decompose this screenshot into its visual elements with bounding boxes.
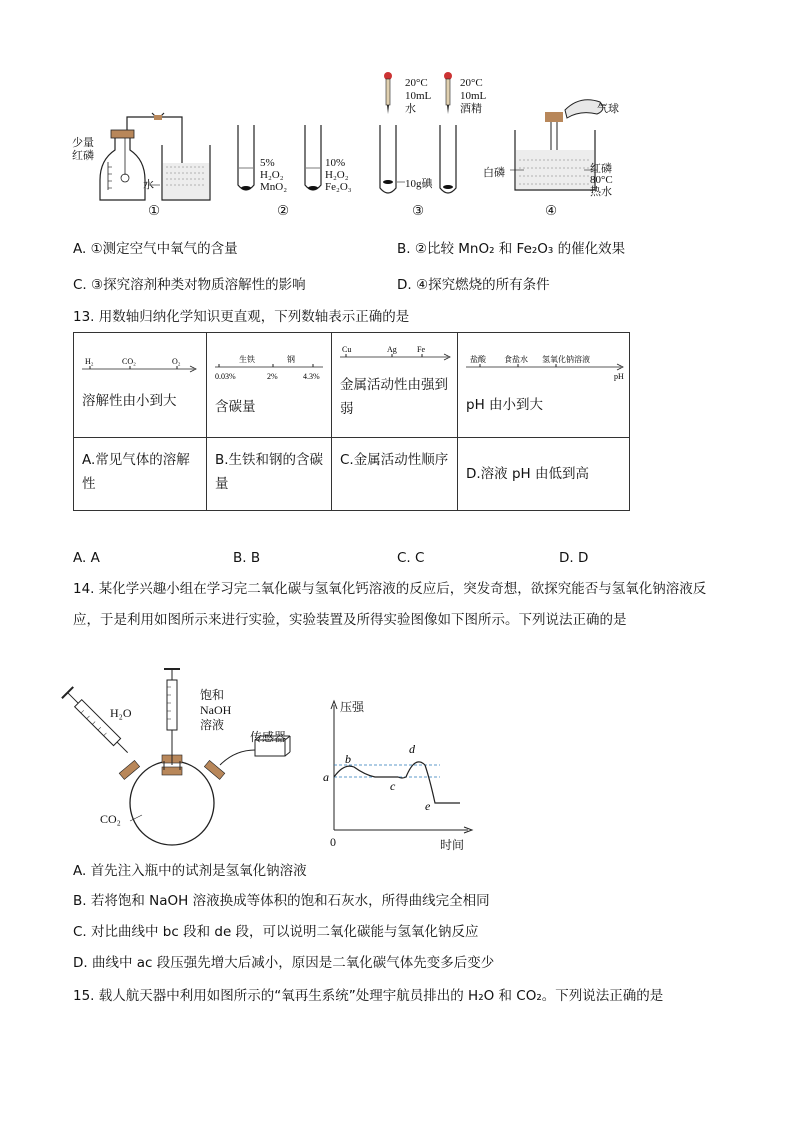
q13-cell-d [458,333,630,438]
svg-text:4.3%: 4.3% [303,372,320,381]
q12-option-c: C. ③探究溶剂种类对物质溶解性的影响 [73,277,306,293]
q14-co2-label: CO₂ [100,812,121,826]
q13-option-b: B. B [233,550,261,566]
svg-text:Cu: Cu [342,345,352,354]
fig-label-2: ② [277,203,290,219]
svg-text:食盐水: 食盐水 [504,355,528,364]
graph-point-c: c [390,779,396,793]
q13-caption-c-cell [332,438,458,511]
q13-caption-a: A.常见气体的溶解性 [82,452,190,492]
svg-text:Ag: Ag [387,345,397,354]
graph-point-b: b [345,752,351,766]
fig-label-4: ④ [545,203,558,219]
q14-stem-line2: 应，于是利用如图所示来进行实验，实验装置及所得实验图像如下图所示。下列说法正确的是 [73,612,627,628]
svg-text:生铁: 生铁 [239,355,255,364]
q14-option-a: A. 首先注入瓶中的试剂是氢氧化钠溶液 [73,863,307,879]
fig2-tube-b-labels: 10% H₂O₂ Fe₂O₃ [325,157,352,193]
q14-h2o-label: H₂O [110,706,132,720]
fig4-balloon-label: 气球 [597,103,619,115]
svg-text:H₂: H₂ [85,357,94,366]
q13-caption-a-cell [74,438,207,511]
fig1-phosphorus-label: 少量 红磷 [72,137,94,162]
fig1-water-label: 水 [143,179,154,191]
fig2-tube-a-labels: 5% H₂O₂ MnO₂ [260,157,288,193]
fig4-white-p-label: 白磷 [483,167,505,179]
q14-stem-line1: 14. 某化学兴趣小组在学习完二氧化碳与氢氧化钙溶液的反应后，突发奇想，欲探究能否与氢氧化钠溶液反 [73,581,707,597]
q13-stem: 13. 用数轴归纳化学知识更直观，下列数轴表示正确的是 [73,309,410,325]
svg-text:pH: pH [614,372,624,381]
graph-point-e: e [425,799,431,813]
q14-naoh-label: 饱和 NaOH 溶液 [200,688,232,732]
q13-caption-b-cell [207,438,332,511]
fig3-dropper-b-labels: 20°C 10mL 酒精 [460,77,487,115]
q13-caption-d-cell [458,438,630,511]
q14-pressure-graph [320,695,480,835]
svg-text:2%: 2% [267,372,278,381]
q14-graph-ylabel: 压强 [340,700,365,714]
svg-text:钢: 钢 [287,355,295,364]
q13-b-text: 含碳量 [215,399,256,415]
q13-a-text: 溶解性由小到大 [82,393,177,409]
graph-point-d: d [409,742,415,756]
q13-option-d: D. D [559,550,589,566]
q14-option-b: B. 若将饱和 NaOH 溶液换成等体积的饱和石灰水，所得曲线完全相同 [73,893,490,909]
q13-c-text: 金属活动性由强到弱 [340,377,448,417]
fig3-dropper-a-labels: 20°C 10mL 水 [405,77,432,115]
q12-option-b: B. ②比较 MnO₂ 和 Fe₂O₃ 的催化效果 [397,241,626,257]
q12-option-d: D. ④探究燃烧的所有条件 [397,277,550,293]
q14-graph-origin: 0 [330,835,336,849]
q13-caption-c: C.金属活动性顺序 [340,452,449,468]
q14-apparatus [70,665,320,860]
svg-text:盐酸: 盐酸 [470,355,486,364]
q14-option-d: D. 曲线中 ac 段压强先增大后减小，原因是二氧化碳气体先变多后变少 [73,955,495,971]
svg-text:0.03%: 0.03% [215,372,236,381]
svg-text:O₂: O₂ [172,357,181,366]
svg-text:CO₂: CO₂ [122,357,136,366]
graph-point-a: a [323,770,329,784]
q13-caption-d: D.溶液 pH 由低到高 [466,466,589,482]
fig4-red-p-label: 红磷 [590,163,612,175]
fig3-solid-label: 10g碘 [405,178,433,190]
fig-label-1: ① [148,203,161,219]
q14-option-c: C. 对比曲线中 bc 段和 de 段，可以说明二氧化碳能与氢氧化钠反应 [73,924,479,940]
svg-text:氢氧化钠溶液: 氢氧化钠溶液 [542,355,590,364]
q14-graph-xlabel: 时间 [440,838,465,852]
fig-label-3: ③ [412,203,425,219]
q12-option-a: A. ①测定空气中氧气的含量 [73,241,238,257]
q13-cell-c [332,333,458,438]
q13-cell-a [74,333,207,438]
q13-table [73,332,630,511]
q15-stem: 15. 载人航天器中利用如图所示的“氧再生系统”处理宇航员排出的 H₂O 和 CO₂。下列说法正确的是 [73,988,664,1004]
q13-option-a: A. A [73,550,100,566]
q13-cell-b [207,333,332,438]
fig4-hot-water-label: 80°C 热水 [590,174,613,198]
q14-sensor-label: 传感器 [250,730,287,744]
q13-option-c: C. C [397,550,425,566]
q13-caption-b: B.生铁和钢的含碳量 [215,452,324,492]
svg-text:Fe: Fe [417,345,425,354]
q13-d-text: pH 由小到大 [466,397,544,413]
